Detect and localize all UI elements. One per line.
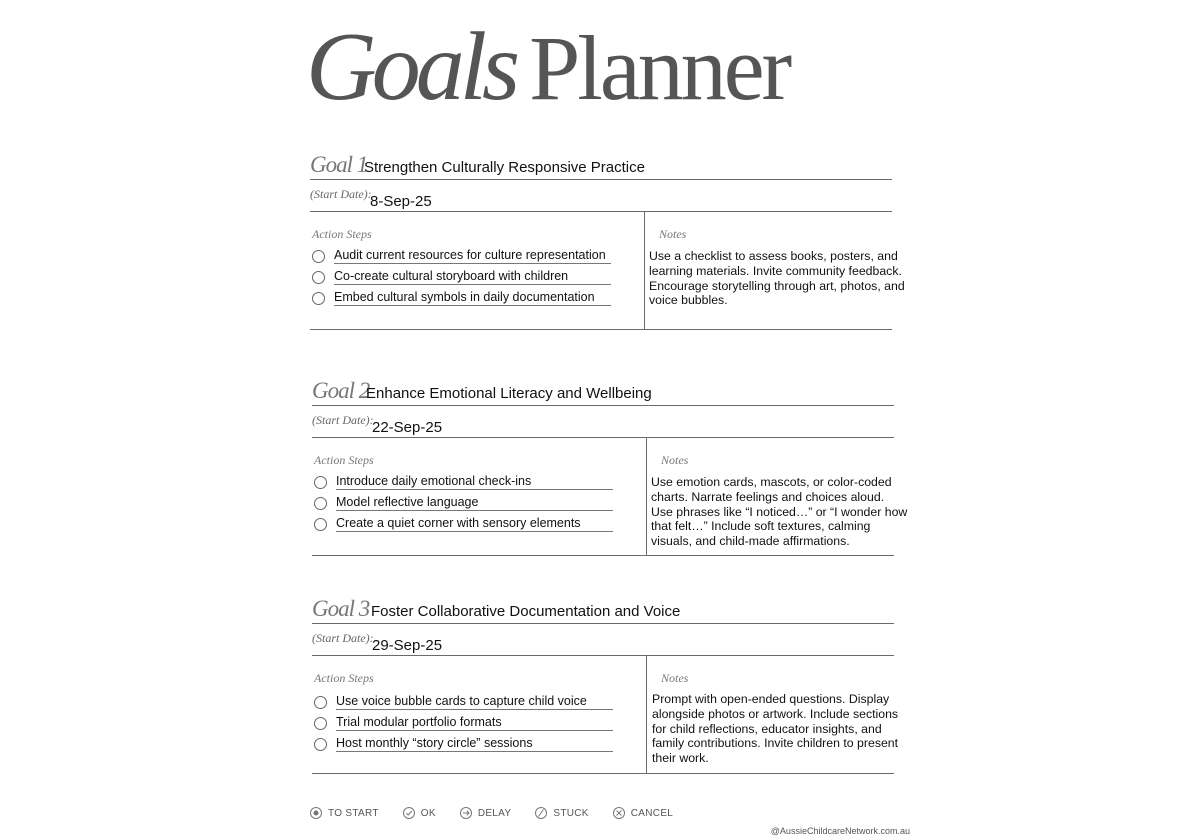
notes-label: Notes — [659, 227, 687, 241]
notes-text[interactable]: Prompt with open-ended questions. Display alongside photos or artwork. Include sections for child reflections, educator insights, and family contributions. Invite children to present their work. — [652, 692, 899, 766]
start-date-value: 29-Sep-25 — [372, 637, 443, 654]
action-step — [314, 516, 614, 537]
action-step — [312, 290, 612, 311]
notes-label: Notes — [661, 453, 689, 467]
action-steps-list — [314, 474, 614, 537]
title-goals: Goals — [306, 13, 516, 121]
status-circle-icon[interactable] — [314, 476, 327, 489]
column-divider — [644, 212, 645, 329]
start-date-label: (Start Date): — [312, 413, 374, 427]
status-circle-icon[interactable] — [314, 717, 327, 730]
status-circle-icon[interactable] — [314, 497, 327, 510]
goal-title: Enhance Emotional Literacy and Wellbeing — [366, 385, 652, 402]
goal-label: Goal 1 — [310, 152, 368, 177]
goal-label: Goal 3 — [312, 596, 370, 621]
goal-body — [310, 212, 905, 330]
notes-label: Notes — [661, 671, 689, 685]
legend-stuck — [535, 807, 588, 819]
arrow-circle-icon — [460, 807, 472, 819]
start-date-value: 8-Sep-25 — [370, 193, 432, 210]
status-legend — [310, 807, 697, 819]
status-circle-icon[interactable] — [312, 271, 325, 284]
action-steps-label: Action Steps — [314, 671, 374, 685]
action-step-text[interactable]: Create a quiet corner with sensory elements — [336, 516, 613, 532]
action-step-text[interactable]: Embed cultural symbols in daily documentation — [334, 290, 611, 306]
action-step — [314, 715, 614, 736]
footer-credit: @AussieChildcareNetwork.com.au — [770, 826, 910, 836]
goal-label: Goal 2 — [312, 378, 370, 403]
action-step-text[interactable]: Trial modular portfolio formats — [336, 715, 613, 731]
goal-3-section — [312, 596, 899, 776]
goal-2-section — [312, 378, 908, 558]
goal-header — [310, 152, 892, 180]
goal-body — [312, 656, 899, 774]
title-planner: Planner — [529, 17, 790, 119]
legend-delay — [460, 807, 512, 819]
column-divider — [646, 438, 647, 555]
action-step-text[interactable]: Introduce daily emotional check-ins — [336, 474, 613, 490]
slash-circle-icon — [535, 807, 547, 819]
goal-body — [312, 438, 908, 556]
start-date-label: (Start Date): — [312, 631, 374, 645]
action-step — [312, 248, 612, 269]
status-circle-icon[interactable] — [312, 250, 325, 263]
legend-ok — [403, 807, 436, 819]
status-circle-icon[interactable] — [314, 738, 327, 751]
action-steps-label: Action Steps — [314, 453, 374, 467]
x-circle-icon — [613, 807, 625, 819]
goal-header — [312, 596, 894, 624]
legend-cancel — [613, 807, 673, 819]
status-circle-icon[interactable] — [314, 518, 327, 531]
legend-label: CANCEL — [630, 807, 674, 819]
column-divider — [646, 656, 647, 773]
action-step-text[interactable]: Host monthly “story circle” sessions — [336, 736, 613, 752]
action-steps-label: Action Steps — [312, 227, 372, 241]
action-step — [314, 474, 614, 495]
status-circle-icon[interactable] — [314, 696, 327, 709]
notes-text[interactable]: Use a checklist to assess books, posters, and learning materials. Invite community feedback. Encourage storytelling through art, photos, and voice bubbles. — [649, 249, 905, 308]
goal-title: Foster Collaborative Documentation and Voice — [371, 603, 681, 620]
legend-label: STUCK — [553, 807, 589, 819]
action-step-text[interactable]: Audit current resources for culture representation — [334, 248, 611, 264]
goal-1-section — [310, 152, 905, 332]
action-step-text[interactable]: Model reflective language — [336, 495, 613, 511]
legend-label: DELAY — [477, 807, 512, 819]
action-step-text[interactable]: Use voice bubble cards to capture child voice — [336, 694, 613, 710]
check-circle-icon — [403, 807, 415, 819]
action-step — [314, 694, 614, 715]
goal-header — [312, 378, 894, 406]
legend-label: TO START — [328, 807, 379, 819]
status-circle-icon[interactable] — [312, 292, 325, 305]
notes-text[interactable]: Use emotion cards, mascots, or color-coded charts. Narrate feelings and choices aloud. Use phrases like “I noticed…” or “I wonder how that felt…” Include soft textures, calming visuals, and child-made affirmations. — [651, 475, 908, 549]
legend-to-start — [310, 807, 379, 819]
action-step — [314, 495, 614, 516]
start-date-row — [310, 180, 892, 212]
page-title — [306, 13, 790, 121]
start-date-label: (Start Date): — [310, 187, 372, 201]
action-step-text[interactable]: Co-create cultural storyboard with children — [334, 269, 611, 285]
start-date-value: 22-Sep-25 — [372, 419, 443, 436]
goal-title: Strengthen Culturally Responsive Practice — [364, 159, 645, 176]
action-steps-list — [314, 694, 614, 757]
legend-label: OK — [420, 807, 436, 819]
start-date-row — [312, 406, 894, 438]
dot-circle-icon — [310, 807, 322, 819]
action-step — [312, 269, 612, 290]
action-step — [314, 736, 614, 757]
action-steps-list — [312, 248, 612, 311]
start-date-row — [312, 624, 894, 656]
